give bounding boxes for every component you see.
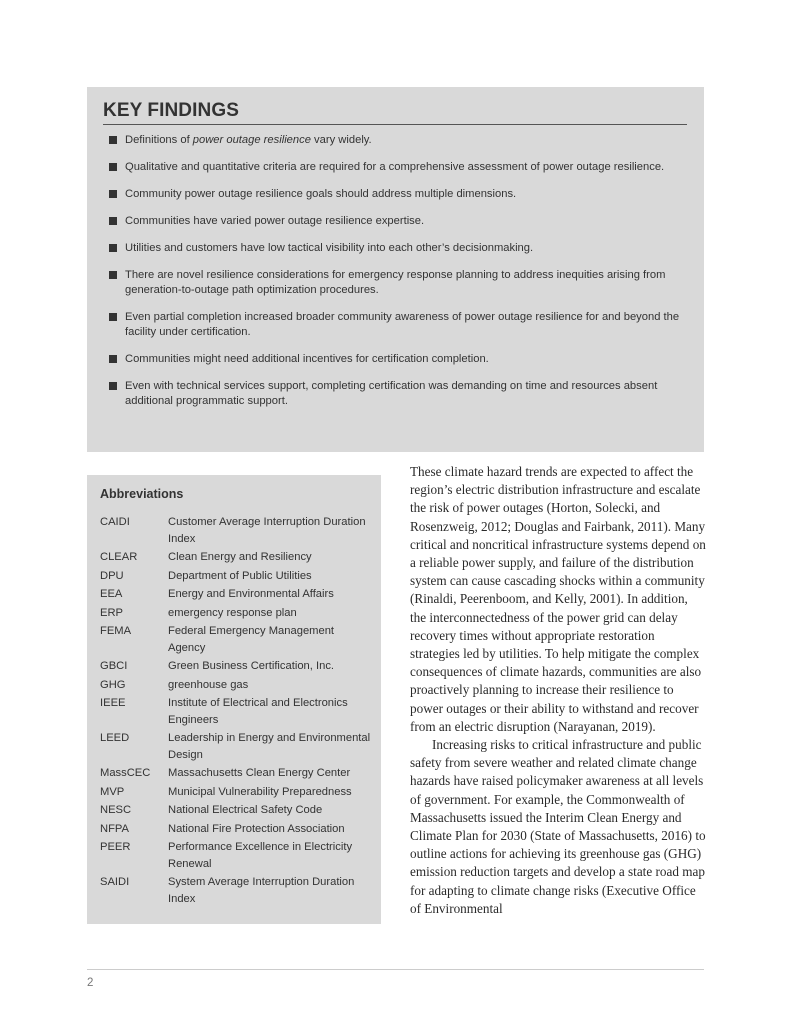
key-finding-text: Definitions of [125, 134, 193, 146]
key-finding-item [103, 160, 687, 175]
abbreviation-row [100, 821, 371, 838]
body-text-column [410, 463, 706, 918]
abbreviation-row [100, 874, 371, 907]
square-bullet-icon [109, 355, 117, 363]
key-finding-text: Even with technical services support, completing certification was demanding on time and resources absent additional programmatic support. [125, 380, 658, 407]
abbreviations-title: Abbreviations [100, 487, 184, 501]
abbreviation-row [100, 784, 371, 801]
abbreviation-definition: National Electrical Safety Code [168, 804, 323, 816]
abbreviation-definition: Leadership in Energy and Environmental Design [168, 732, 371, 761]
abbreviation-term: NFPA [100, 822, 130, 835]
abbreviation-row [100, 605, 371, 622]
abbreviation-term: CAIDI [100, 516, 130, 528]
key-findings-title: KEY FINDINGS [103, 100, 239, 121]
abbreviation-definition: Federal Emergency Management Agency [168, 625, 335, 654]
abbreviation-row [100, 802, 371, 819]
abbreviation-definition: Customer Average Interruption Duration Index [168, 516, 366, 545]
abbreviation-term: GBCI [100, 660, 128, 672]
abbreviation-term: MassCEC [100, 767, 151, 779]
abbreviation-row [100, 623, 371, 656]
abbreviation-row [100, 730, 371, 763]
key-finding-item [103, 268, 687, 298]
abbreviation-definition: Performance Excellence in Electricity Renewal [168, 841, 353, 870]
abbreviation-term: NESC [100, 804, 132, 816]
abbreviation-row [100, 695, 371, 728]
abbreviation-term: IEEE [100, 697, 126, 709]
abbreviation-term: EEA [100, 588, 123, 600]
key-finding-item [103, 310, 687, 340]
abbreviation-term: LEED [100, 732, 130, 744]
page-number: 2 [87, 977, 94, 989]
square-bullet-icon [109, 271, 117, 279]
abbreviation-row [100, 586, 371, 603]
square-bullet-icon [109, 163, 117, 171]
abbreviation-term: FEMA [100, 625, 132, 637]
key-finding-text: vary widely. [310, 134, 372, 146]
abbreviation-definition: Energy and Environmental Affairs [168, 588, 334, 600]
key-findings-box [87, 87, 704, 452]
abbreviation-row [100, 765, 371, 782]
abbreviation-row [100, 677, 371, 694]
square-bullet-icon [109, 190, 117, 198]
abbreviations-box [87, 475, 381, 924]
abbreviation-definition: greenhouse gas [168, 678, 249, 691]
square-bullet-icon [109, 136, 117, 144]
key-finding-item [103, 352, 687, 367]
key-finding-text: Qualitative and quantitative criteria are required for a comprehensive assessment of power outage resilience. [125, 161, 665, 173]
square-bullet-icon [109, 313, 117, 321]
abbreviation-row [100, 568, 371, 585]
abbreviation-row [100, 658, 371, 675]
key-finding-text: Communities might need additional incentives for certification completion. [125, 353, 489, 365]
abbreviation-definition: Department of Public Utilities [168, 569, 312, 582]
abbreviation-definition: National Fire Protection Association [168, 822, 345, 835]
key-finding-text: Utilities and customers have low tactical visibility into each other’s decisionmaking. [125, 242, 534, 254]
square-bullet-icon [109, 244, 117, 252]
abbreviation-term: MVP [100, 785, 125, 798]
body-paragraph: Increasing risks to critical infrastructure and public safety from severe weather and related climate change hazards have raised policymaker awareness at all levels of government. For example, the Commonwealth of Massachusetts issued the Interim Clean Energy and Climate Plan for 2030 (State of Massachusetts, 2016) to outline actions for achieving its greenhouse gas (GHG) emission reduction targets and develop a state road map for adapting to climate change risks (Executive Office of Environmental [410, 737, 706, 916]
abbreviation-term: GHG [100, 678, 126, 691]
abbreviation-term: ERP [100, 606, 124, 619]
key-finding-emphasis: power outage resilience [192, 134, 311, 146]
key-finding-item [103, 379, 687, 409]
abbreviation-term: SAIDI [100, 876, 130, 888]
abbreviation-term: DPU [100, 569, 124, 582]
key-finding-item [103, 133, 687, 148]
key-findings-divider [103, 124, 687, 125]
key-finding-item [103, 241, 687, 256]
key-finding-text: Communities have varied power outage resilience expertise. [125, 215, 425, 227]
abbreviation-definition: System Average Interruption Duration Index [168, 876, 355, 905]
abbreviation-definition: Institute of Electrical and Electronics Engineers [168, 697, 348, 726]
key-finding-text: There are novel resilience considerations for emergency response planning to address inequities arising from generation-to-outage path optimization procedures. [125, 269, 666, 296]
body-paragraph: These climate hazard trends are expected to affect the region’s electric distribution infrastructure and escalate the risk of power outages (Horton, Solecki, and Rosenzweig, 2012; Douglas and Fairbank, 2011). Many critical and noncritical infrastructure systems depend on a reliable power supply, and failure of the distribution system can cause cascading shocks within a community (Rinaldi, Peerenboom, and Kelly, 2001). In addition, the interconnectedness of the power grid can delay recovery times without appropriate restoration strategies led by utilities. To help mitigate the complex consequences of climate hazards, communities are also proactively planning to increase their resilience to power outages or their ability to withstand and recover from an electric disruption (Narayanan, 2019). [410, 464, 706, 734]
abbreviation-row [100, 549, 371, 566]
square-bullet-icon [109, 382, 117, 390]
key-findings-list [103, 133, 687, 409]
square-bullet-icon [109, 217, 117, 225]
key-finding-text: Even partial completion increased broader community awareness of power outage resilience for and beyond the facility under certification. [125, 311, 680, 338]
abbreviation-row [100, 514, 371, 547]
key-finding-item [103, 187, 687, 202]
abbreviation-definition: Green Business Certification, Inc. [168, 660, 335, 672]
key-finding-text: Community power outage resilience goals should address multiple dimensions. [125, 188, 517, 200]
abbreviation-row [100, 839, 371, 872]
abbreviations-list [100, 514, 371, 907]
abbreviation-definition: emergency response plan [168, 606, 297, 619]
abbreviation-term: CLEAR [100, 551, 138, 563]
abbreviation-definition: Massachusetts Clean Energy Center [168, 767, 351, 779]
key-finding-item [103, 214, 687, 229]
abbreviation-definition: Municipal Vulnerability Preparedness [168, 785, 352, 798]
abbreviation-term: PEER [100, 841, 131, 853]
footer-divider [87, 969, 704, 970]
abbreviation-definition: Clean Energy and Resiliency [168, 551, 312, 563]
